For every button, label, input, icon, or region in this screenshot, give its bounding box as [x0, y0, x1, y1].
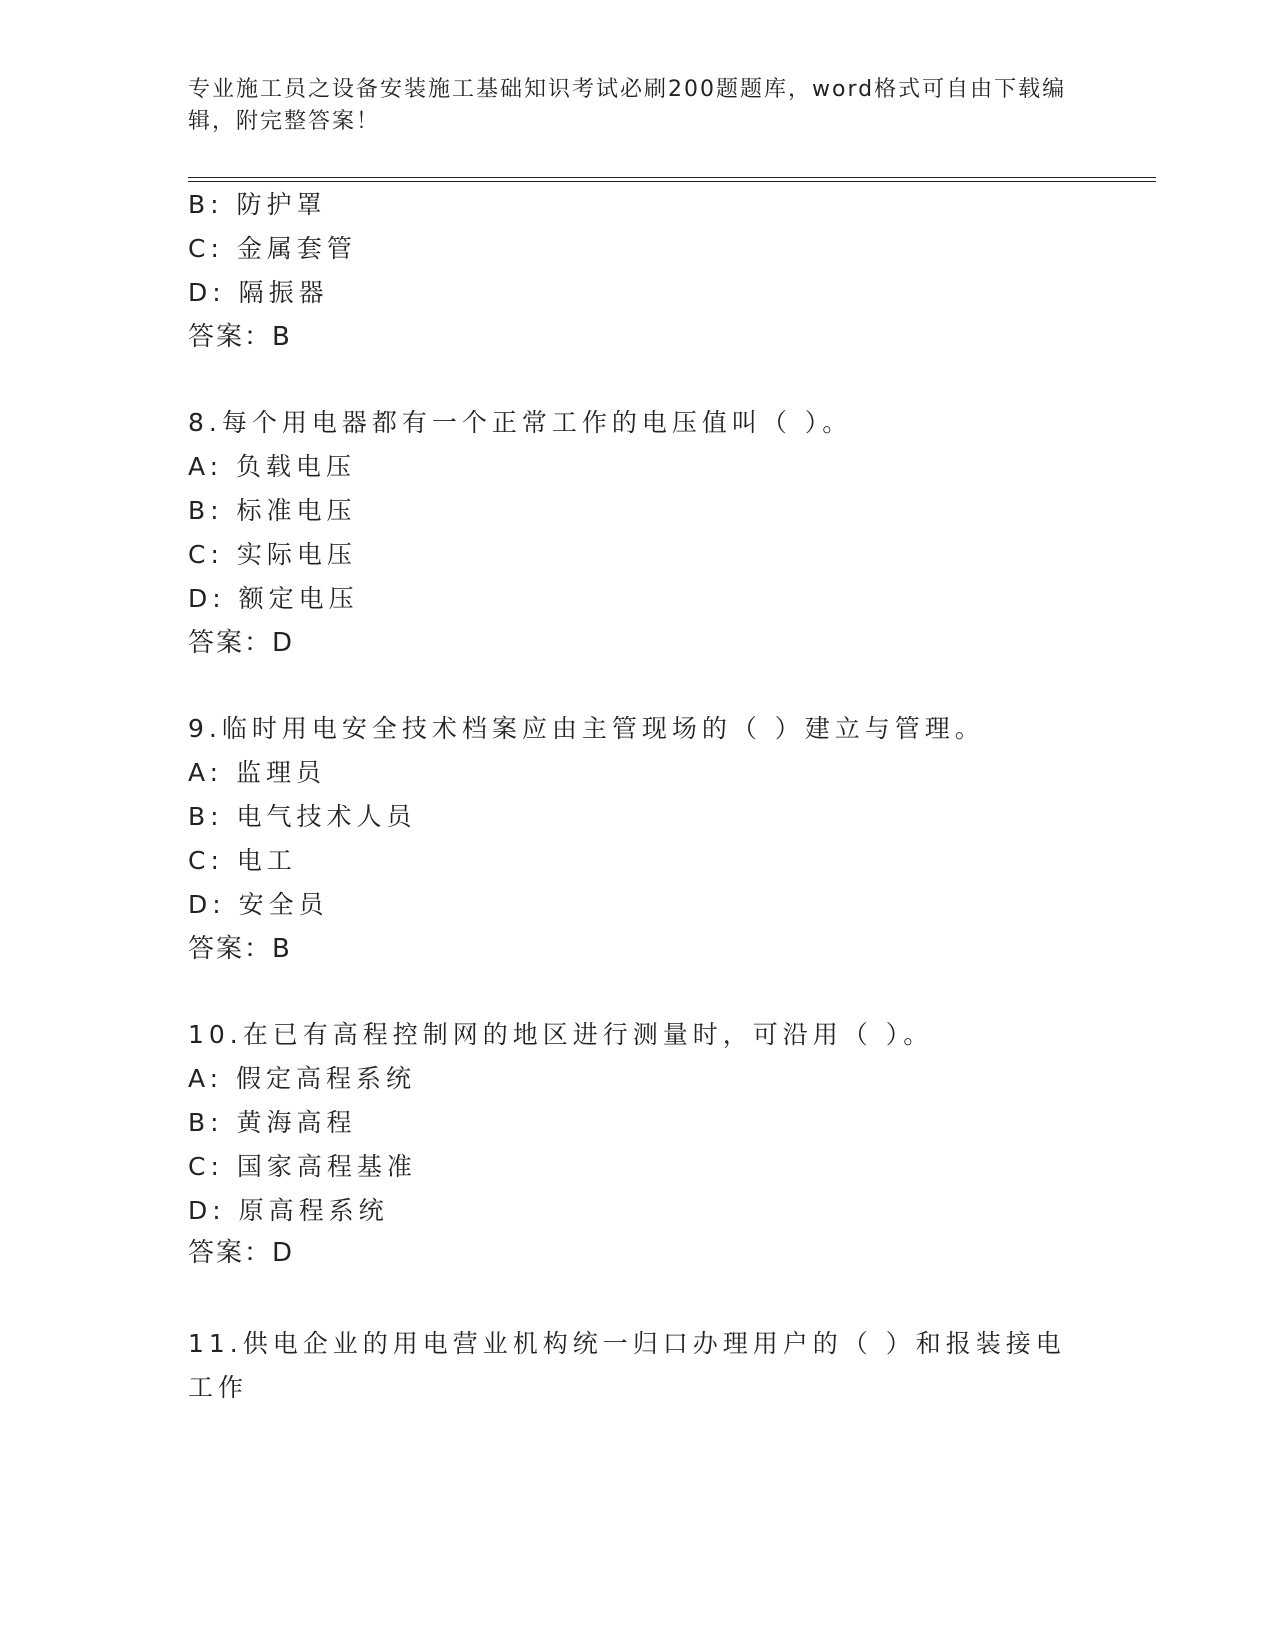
- q7-option-d: D: 隔振器: [188, 278, 329, 307]
- q9-answer: 答案：B: [188, 934, 292, 964]
- q10-question: 10.在已有高程控制网的地区进行测量时，可沿用（ ）。: [188, 1020, 934, 1049]
- q9-option-b: B: 电气技术人员: [188, 802, 417, 831]
- q8-question: 8.每个用电器都有一个正常工作的电压值叫（ ）。: [188, 408, 853, 437]
- q10-option-a: A: 假定高程系统: [188, 1064, 417, 1093]
- q11-question: 11.供电企业的用电营业机构统一归口办理用户的（ ）和报装接电工作: [188, 1329, 1066, 1402]
- header-divider-bottom: [188, 181, 1156, 182]
- q8-option-b: B: 标准电压: [188, 496, 357, 525]
- q9-option-d: D: 安全员: [188, 890, 329, 919]
- q7-option-b: B: 防护罩: [188, 190, 327, 219]
- q9-option-c: C: 电工: [188, 846, 297, 875]
- q8-option-c: C: 实际电压: [188, 540, 357, 569]
- q9-question: 9.临时用电安全技术档案应由主管现场的（ ）建立与管理。: [188, 714, 985, 743]
- q8-option-a: A: 负载电压: [188, 452, 357, 481]
- document-header: 专业施工员之设备安装施工基础知识考试必刷200题题库，word格式可自由下载编辑，附完整答案！: [188, 77, 1067, 134]
- q10-option-d: D: 原高程系统: [188, 1196, 389, 1225]
- q9-option-a: A: 监理员: [188, 758, 327, 787]
- q10-option-c: C: 国家高程基准: [188, 1152, 417, 1181]
- q10-option-b: B: 黄海高程: [188, 1108, 357, 1137]
- q7-answer: 答案：B: [188, 322, 292, 352]
- header-divider-top: [188, 177, 1156, 178]
- q8-answer: 答案：D: [188, 628, 295, 658]
- q8-option-d: D: 额定电压: [188, 584, 359, 613]
- q10-answer: 答案：D: [188, 1238, 295, 1268]
- q7-option-c: C: 金属套管: [188, 234, 357, 263]
